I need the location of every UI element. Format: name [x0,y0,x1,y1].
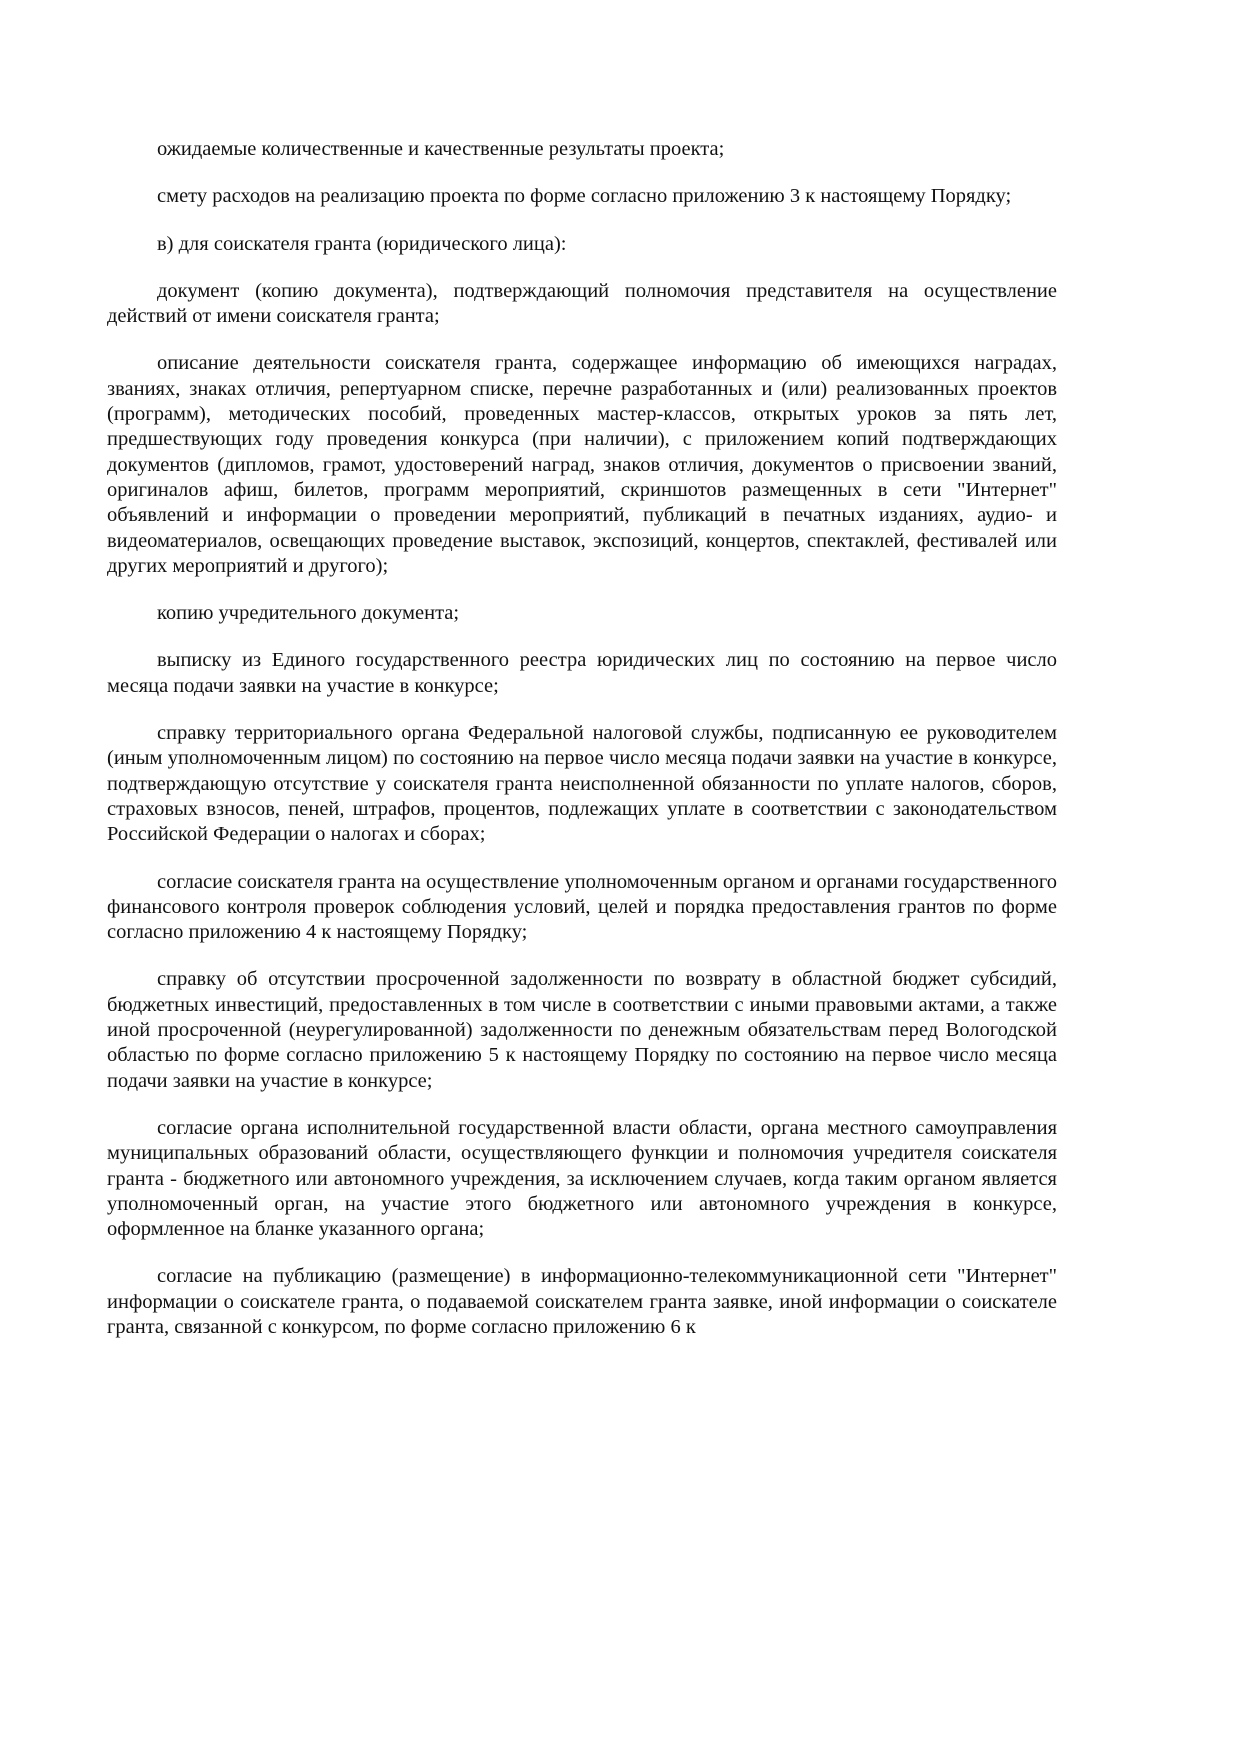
paragraph-founding-document: копию учредительного документа; [157,602,460,625]
paragraph-authority-document: документ (копию документа), подтверждающий полномочия представителя на осуществление действий от имени соискателя гранта; [107,279,1057,328]
paragraph-inspection-consent: согласие соискателя гранта на осуществление уполномоченным органом и органами государственного финансового контроля проверок соблюдения условий, целей и порядка предоставления грантов по форме согласно приложению 4 к настоящему Порядку; [107,870,1057,944]
paragraph-cost-estimate: смету расходов на реализацию проекта по форме согласно приложению 3 к настоящему Порядку; [157,185,1012,208]
paragraph-egrul-extract: выписку из Единого государственного реестра юридических лиц по состоянию на первое число месяца подачи заявки на участие в конкурсе; [107,649,1057,697]
paragraph-publication-consent: согласие на публикацию (размещение) в информационно-телекоммуникационной сети "Интернет" информации о соискателе гранта, о подаваемой соискателем гранта заявке, иной информации о соискателе гранта, связанной с конкурсом, по форме согласно приложению 6 к [107,1265,1057,1338]
paragraph-legal-entity-heading: в) для соискателя гранта (юридического лица): [157,232,567,255]
paragraph-activity-description: описание деятельности соискателя гранта, содержащее информацию об имеющихся наградах, званиях, знаках отличия, репертуарном списке, перечне разработанных и (или) реализованных проектов (программ), методических пособий, проведенных мастер-классов, открытых уроков за пять лет, предшествующих году проведения конкурса (при наличии), с приложением копий подтверждающих документов (дипломов, грамот, удостоверений наград, знаков отличия, документов о присвоении званий, оригиналов афиш, билетов, программ мероприятий, скриншотов размещенных в сети "Интернет" объявлений и информации о проведении мероприятий, публикаций в печатных изданиях, аудио- и видеоматериалов, освещающих проведение выставок, экспозиций, концертов, спектаклей, фестивалей или других мероприятий и другого); [107,352,1057,577]
paragraph-founder-consent: согласие органа исполнительной государственной власти области, органа местного самоуправления муниципальных образований области, осуществляющего функции и полномочия учредителя соискателя гранта - бюджетного или автономного учреждения, за исключением случаев, когда таким органом является уполномоченный орган, на участие этого бюджетного или автономного учреждения в конкурсе, оформленное на бланке указанного органа; [107,1116,1057,1241]
paragraph-tax-certificate: справку территориального органа Федеральной налоговой службы, подписанную ее руководителем (иным уполномоченным лицом) по состоянию на первое число месяца подачи заявки на участие в конкурсе, подтверждающую отсутствие у соискателя гранта неисполненной обязанности по уплате налогов, сборов, страховых взносов, пеней, штрафов, процентов, подлежащих уплате в соответствии с законодательством Российской Федерации о налогах и сборах; [107,722,1057,846]
paragraph-debt-certificate: справку об отсутствии просроченной задолженности по возврату в областной бюджет субсидий, бюджетных инвестиций, предоставленных в том числе в соответствии с иными правовыми актами, а также иной просроченной (неурегулированной) задолженности по денежным обязательствам перед Вологодской областью по форме согласно приложению 5 к настоящему Порядку по состоянию на первое число месяца подачи заявки на участие в конкурсе; [107,968,1057,1092]
paragraph-expected-results: ожидаемые количественные и качественные результаты проекта; [157,138,725,160]
document-page [107,137,1057,1362]
